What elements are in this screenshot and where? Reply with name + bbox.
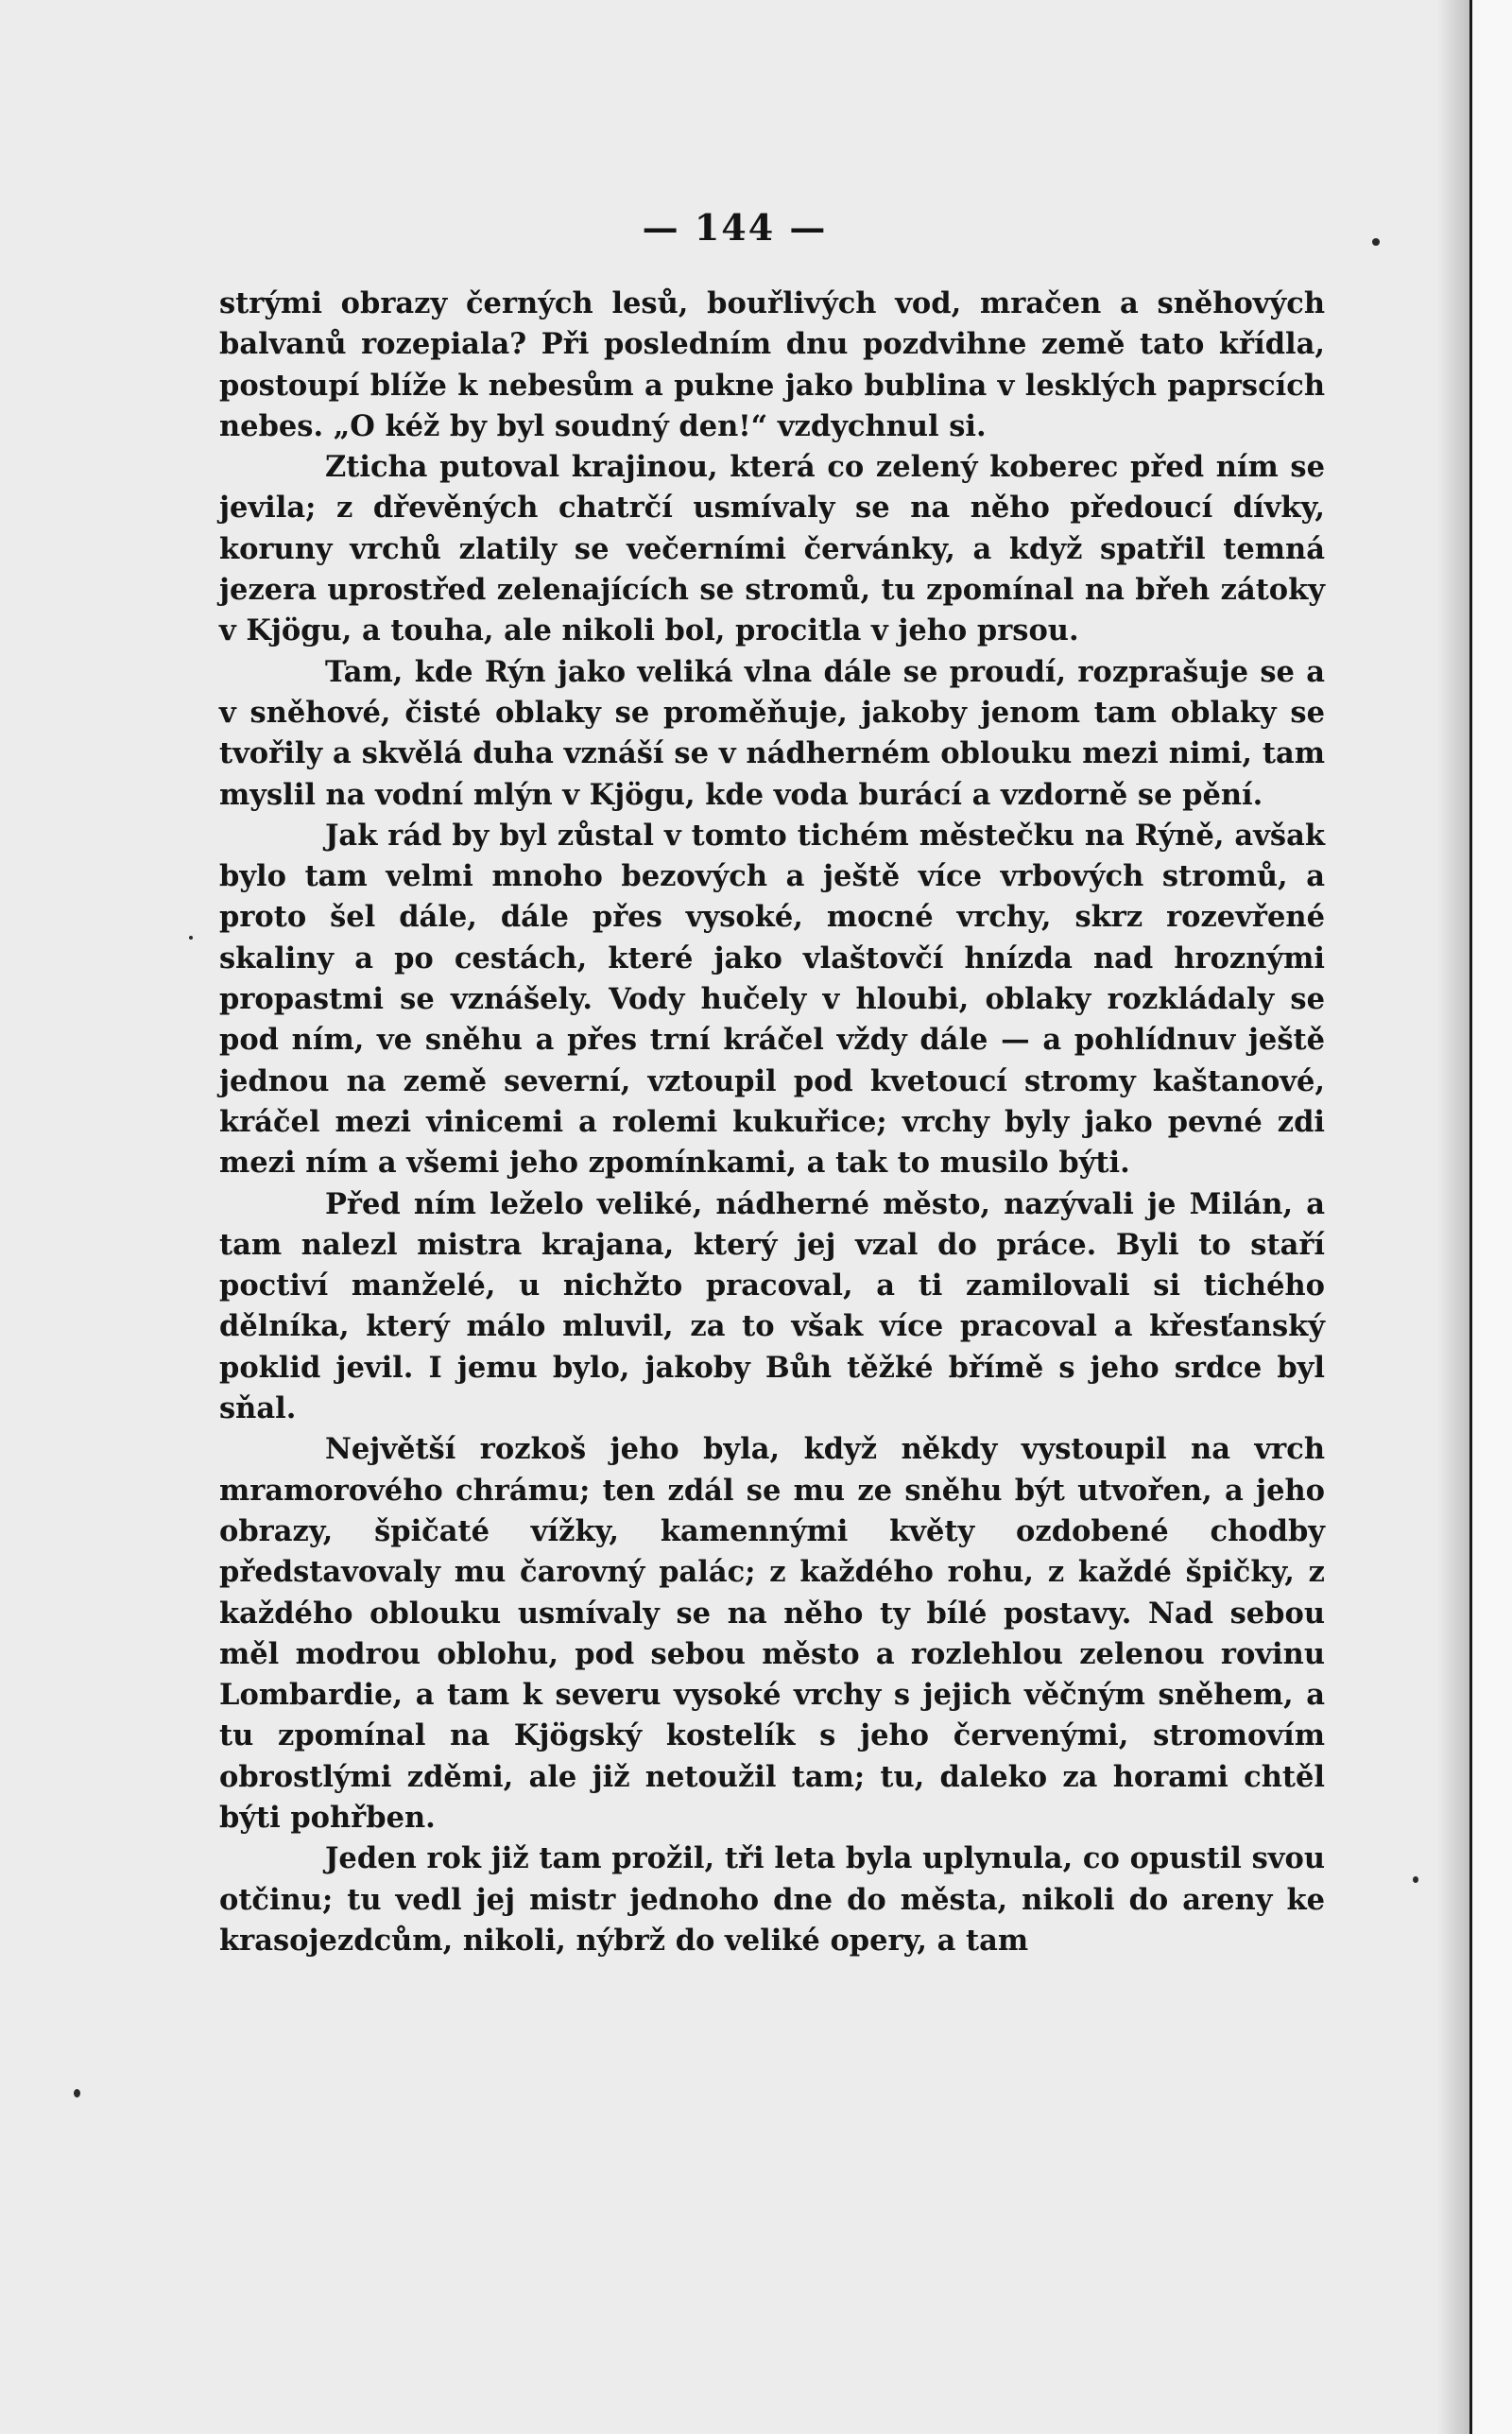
paper-speck	[74, 2089, 80, 2097]
paragraph-5: Před ním leželo veliké, nádherné město, nazývali je Milán, a tam nalezl mistra krajana, který jej vzal do práce. Byli to staří poctiví manželé, u nichžto pracoval, a ti zamilovali si tichého dělníka, který málo mluvil, za to však více pracoval a křesťanský poklid jevil. I jemu bylo, jakoby Bůh těžké břímě s jeho srdce byl sňal.	[219, 1186, 1325, 1426]
page-gutter-shadow	[1436, 0, 1469, 2434]
page-edge	[1469, 0, 1512, 2434]
paragraph-2: Zticha putoval krajinou, která co zelený koberec před ním se jevila; z dřevěných chatrčí usmívaly se na něho předoucí dívky, koruny vrchů zlatily se večerními červánky, a když spatřil temná jezera uprostřed zelenajících se stromů, tu zpomínal na břeh zátoky v Kjögu, a touha, ale nikoli bol, procitla v jeho prsou.	[219, 450, 1325, 648]
paragraph-6: Největší rozkoš jeho byla, když někdy vystoupil na vrch mramorového chrámu; ten zdál se mu ze sněhu být utvořen, a jeho obrazy, špičaté vížky, kamennými květy ozdobené chodby představovaly mu čarovný palác; z každého rohu, z každé špičky, z každého oblouku usmívaly se na něho ty bílé postavy. Nad sebou měl modrou oblohu, pod sebou město a rozlehlou zelenou rovinu Lombardie, a tam k severu vysoké vrchy s jejich věčným sněhem, a tu zpomínal na Kjögský kostelík s jeho červenými, stromovím obrostlými zděmi, ale již netoužil tam; tu, daleko za horami chtěl býti pohřben.	[219, 1432, 1325, 1835]
paragraph-1: strými obrazy černých lesů, bouřlivých vod, mračen a sněhových balvanů rozepiala? Při posledním dnu pozdvihne země tato křídla, postoupí blíže k nebesům a pukne jako bublina v lesklých paprscích nebes. „O kéž by byl soudný den!“ vzdychnul si.	[219, 286, 1325, 443]
body-text	[219, 284, 1325, 1961]
paper-speck	[189, 936, 193, 940]
paragraph-4: Jak rád by byl zůstal v tomto tichém městečku na Rýně, avšak bylo tam velmi mnoho bezových a ještě více vrbových stromů, a proto šel dále, dále přes vysoké, mocné vrchy, skrz rozevřené skaliny a po cestách, které jako vlaštovčí hnízda nad hroznými propastmi se vznášely. Vody hučely v hloubi, oblaky rozkládaly se pod ním, ve sněhu a přes trní kráčel vždy dále — a pohlídnuv ještě jednou na země severní, vztoupil pod kvetoucí stromy kaštanové, kráčel mezi vinicemi a rolemi kukuřice; vrchy byly jako pevné zdi mezi ním a všemi jeho zpomínkami, a tak to musilo býti.	[219, 818, 1325, 1181]
paragraph-7: Jeden rok již tam prožil, tři leta byla uplynula, co opustil svou otčinu; tu vedl jej mistr jednoho dne do města, nikoli do areny ke krasojezdcům, nikoli, nýbrž do veliké opery, a tam	[219, 1841, 1325, 1958]
page-number: — 144 —	[642, 206, 828, 249]
paragraph-3: Tam, kde Rýn jako veliká vlna dále se proudí, rozprašuje se a v sněhové, čisté oblaky se proměňuje, jakoby jenom tam oblaky se tvořily a skvělá duha vznáší se v nádherném oblouku mezi nimi, tam myslil na vodní mlýn v Kjögu, kde voda burácí a vzdorně se pění.	[219, 654, 1325, 812]
paper-speck	[1372, 238, 1380, 246]
paper-speck	[1413, 1876, 1418, 1883]
